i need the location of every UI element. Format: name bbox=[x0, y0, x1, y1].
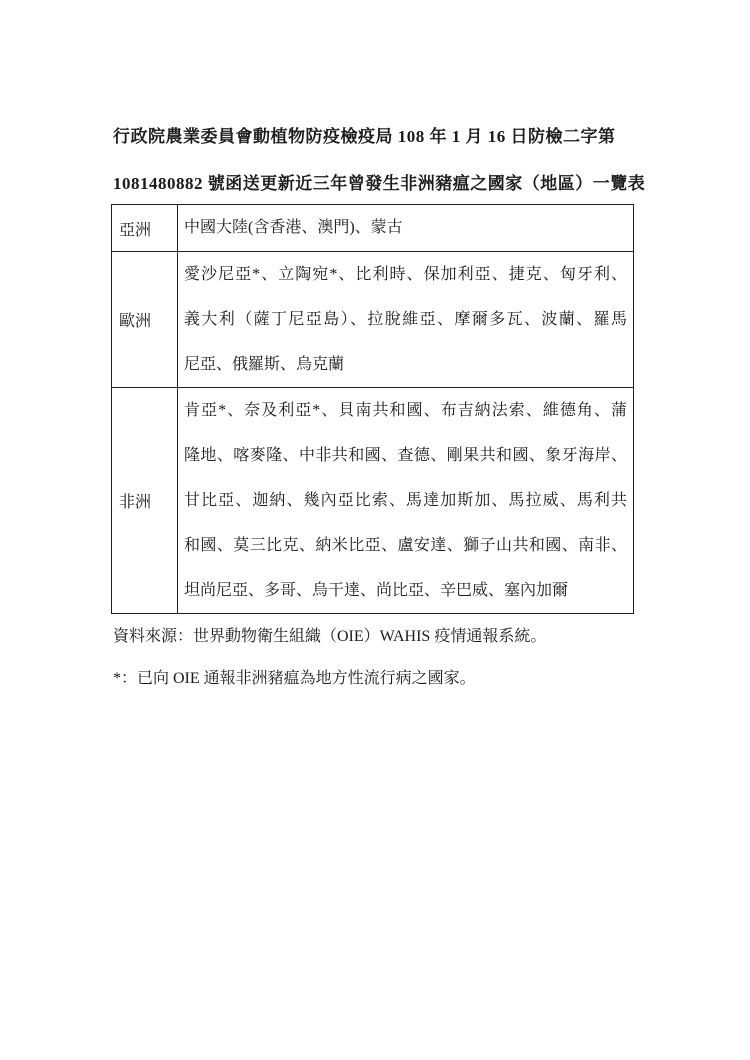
table-row-asia bbox=[112, 205, 634, 252]
document-title bbox=[113, 113, 646, 207]
region-label-europe: 歐洲 bbox=[112, 252, 178, 388]
region-label-asia: 亞洲 bbox=[112, 205, 178, 252]
countries-europe-line-2: 義大利（薩丁尼亞島）、拉脫維亞、摩爾多瓦、波蘭、羅馬 bbox=[184, 311, 627, 328]
countries-europe-line-3: 尼亞、俄羅斯、烏克蘭 bbox=[184, 356, 345, 373]
table-row-africa bbox=[112, 388, 634, 614]
countries-africa-line-3: 甘比亞、迦納、幾內亞比索、馬達加斯加、馬拉威、馬利共 bbox=[184, 492, 627, 509]
countries-africa-line-1: 肯亞*、奈及利亞*、貝南共和國、布吉納法索、維德角、蒲 bbox=[184, 402, 627, 419]
countries-europe bbox=[178, 252, 634, 388]
countries-africa bbox=[178, 388, 634, 614]
countries-africa-line-5: 坦尚尼亞、多哥、烏干達、尚比亞、辛巴威、塞內加爾 bbox=[184, 582, 569, 599]
countries-asia-line-1: 中國大陸(含香港、澳門)、蒙古 bbox=[184, 219, 403, 236]
title-line-2: 1081480882 號函送更新近三年曾發生非洲豬瘟之國家（地區）一覽表 bbox=[113, 174, 646, 193]
region-label-africa: 非洲 bbox=[112, 388, 178, 614]
title-line-1: 行政院農業委員會動植物防疫檢疫局 108 年 1 月 16 日防檢二字第 bbox=[113, 127, 616, 146]
countries-asia bbox=[178, 205, 634, 252]
asf-countries-table bbox=[111, 204, 634, 614]
source-note: 資料來源：世界動物衛生組織（OIE）WAHIS 疫情通報系統。 bbox=[113, 628, 547, 645]
countries-africa-line-2: 隆地、喀麥隆、中非共和國、查德、剛果共和國、象牙海岸、 bbox=[184, 447, 627, 464]
countries-europe-line-1: 愛沙尼亞*、立陶宛*、比利時、保加利亞、捷克、匈牙利、 bbox=[184, 266, 627, 283]
table-row-europe bbox=[112, 252, 634, 388]
footnote: *：已向 OIE 通報非洲豬瘟為地方性流行病之國家。 bbox=[113, 670, 476, 687]
countries-africa-line-4: 和國、莫三比克、納米比亞、盧安達、獅子山共和國、南非、 bbox=[184, 537, 627, 554]
